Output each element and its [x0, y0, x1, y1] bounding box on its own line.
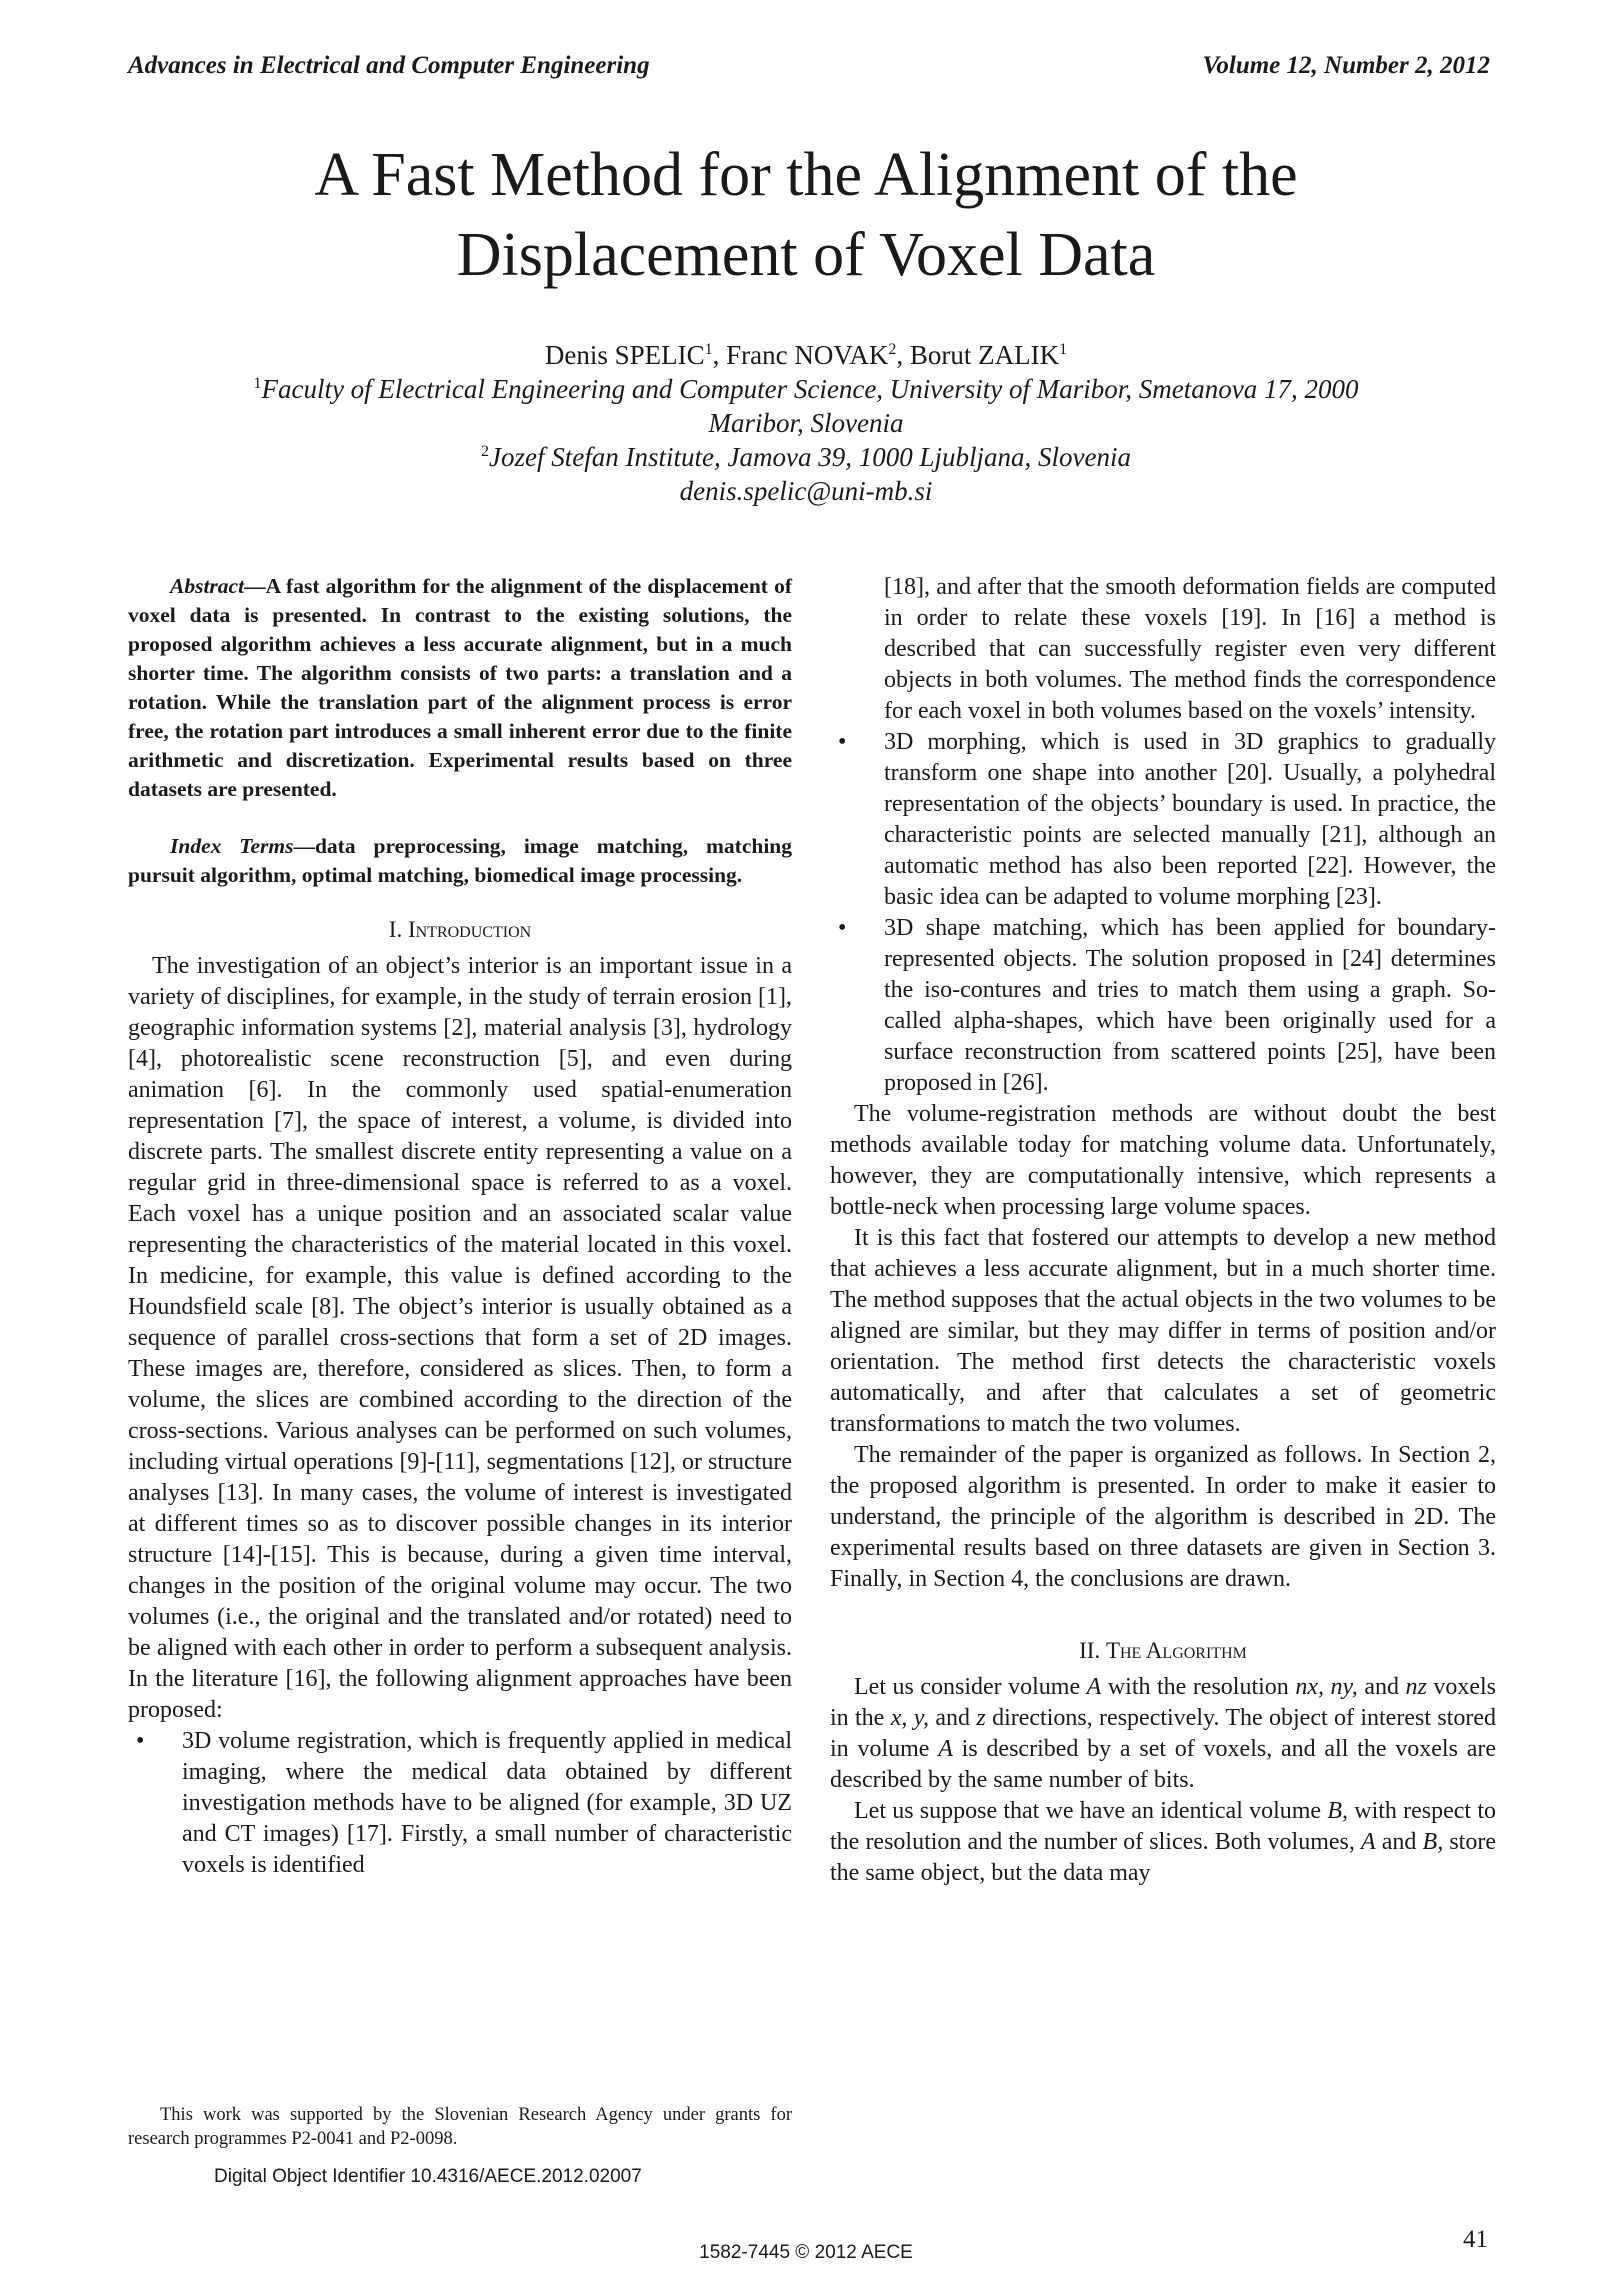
index-terms — [128, 832, 792, 890]
abstract — [128, 572, 792, 804]
intro-paragraph-2: The volume-registration methods are without doubt the best methods available today for matching volume data. Unfortunately, however, they are computationally intensive, which represents a bottle-neck when processing large volume spaces. — [830, 1101, 1496, 1220]
intro-paragraph-1: The investigation of an object’s interior is an important issue in a variety of disciplines, for example, in the study of terrain erosion [1], geographic information systems [2], material analysis [3], hydrology [4], photorealistic scene reconstruction [5], and even during animation [6]. In the commonly used spatial-enumeration representation [7], the space of interest, a volume, is divided into discrete parts. The smallest discrete entity representing a value on a regular grid in three-dimensional space is referred to as a voxel. Each voxel has a unique position and an associated scalar value representing the characteristics of the material located in this voxel. In medicine, for example, this value is defined according to the Houndsfield scale [8]. The object’s interior is usually obtained as a sequence of parallel cross-sections that form a set of 2D images. These images are, therefore, considered as slices. Then, to form a volume, the slices are combined according to the direction of the cross-sections. Various analyses can be performed on such volumes, including virtual operations [9]-[11], segmentations [12], or structure analyses [13]. In many cases, the volume of interest is investigated at different times so as to discover possible changes in its interior structure [14]-[15]. This is because, during a given time interval, changes in the position of the original volume may occur. The two volumes (i.e., the original and the translated and/or rotated) need to be aligned with each other in order to perform a subsequent analysis. In the literature [16], the following alignment approaches have been proposed: — [128, 953, 792, 1723]
var-z: z — [976, 1705, 986, 1731]
bullet-3-text: 3D shape matching, which has been applied for boundary-represented objects. The solution proposed in [24] determines the iso-contures and tries to match them using a graph. So-called alpha-shapes, which have been originally used for a surface reconstruction from scattered points [25], have been proposed in [26]. — [884, 915, 1496, 1096]
section-2-heading — [830, 1635, 1496, 1666]
copyright-line: 1582-7445 © 2012 AECE — [699, 2242, 913, 2263]
author-email[interactable] — [120, 474, 1492, 508]
affiliation-2-sup: 2 — [481, 443, 490, 460]
text-run: voxels in the — [830, 1674, 1496, 1731]
bullet-icon: • — [838, 729, 847, 755]
var-nx-ny: nx, ny, — [1295, 1674, 1358, 1700]
bullet-icon: • — [838, 915, 847, 941]
doi-line: Digital Object Identifier 10.4316/AECE.2012.02007 — [214, 2166, 642, 2187]
right-column — [830, 572, 1496, 1889]
affiliation-2-text: Jozef Stefan Institute, Jamova 39, 1000 Ljubljana, Slovenia — [489, 442, 1131, 472]
list-item — [830, 913, 1496, 1099]
list-item — [830, 727, 1496, 913]
abstract-text: —A fast algorithm for the alignment of the displacement of voxel data is presented. In contrast to the existing solutions, the proposed algorithm achieves a less accurate alignment, but in a much shorter time. The algorithm consists of two parts: a translation and a rotation. While the translation part of the alignment process is error free, the rotation part introduces a small inherent error due to the finite arithmetic and discretization. Experimental results based on three datasets are presented. — [128, 574, 792, 801]
section-2-number: II. — [1079, 1638, 1106, 1663]
affiliation-1-cont — [120, 406, 1492, 440]
running-header-journal: Advances in Electrical and Computer Engineering — [128, 52, 650, 79]
bullet-1-text: 3D volume registration, which is frequently applied in medical imaging, where the medical data obtained by different investigation methods have to be aligned (for example, 3D UZ and CT images) [17]. Firstly, a small number of characteristic voxels is identified — [182, 1728, 792, 1878]
section-2-title: The Algorithm — [1105, 1638, 1247, 1663]
affiliation-1-line-1: Faculty of Electrical Engineering and Computer Science, University of Maribor, Smetanova 17, 2000 — [261, 374, 1359, 404]
affiliation-1-sup: 1 — [253, 375, 262, 392]
author-names — [120, 338, 1492, 372]
section-1-number: I. — [388, 917, 408, 942]
index-terms-text: —data preprocessing, image matching, matching pursuit algorithm, optimal matching, biomedical image processing. — [128, 834, 793, 887]
author-2-sup: 2 — [888, 341, 897, 358]
author-2: Franc NOVAK — [726, 340, 889, 370]
abstract-lead: Abstract — [170, 574, 245, 598]
bullet-1-continued-text: [18], and after that the smooth deformation fields are computed in order to relate these voxels [19]. In [16] a method is described that can successfully register even very different objects in both volumes. The method finds the correspondence for each voxel in both volumes based on the voxels’ intensity. — [884, 574, 1496, 724]
var-a: A — [938, 1736, 953, 1762]
author-3: Borut ZALIK — [909, 340, 1060, 370]
approach-list-continued — [830, 572, 1496, 1099]
text-run: store the same object, but the data may — [830, 1829, 1496, 1886]
var-x-y: x, y, — [890, 1705, 930, 1731]
var-a: A — [1360, 1829, 1376, 1855]
text-run: and — [1357, 1674, 1406, 1700]
affiliation-1-line-2: Maribor, Slovenia — [708, 408, 904, 438]
bullet-icon: • — [136, 1728, 145, 1754]
intro-paragraph-3: It is this fact that fostered our attempts to develop a new method that achieves a less accurate alignment, but in a much shorter time. The method supposes that the actual objects in the two volumes to be aligned are similar, but they may differ in terms of position and/or orientation. The method first detects the characteristic voxels automatically, and after that calculates a set of geometric transformations to match the two volumes. — [830, 1225, 1496, 1437]
text-run: and — [1375, 1829, 1423, 1855]
author-sep-2: , — [896, 340, 910, 370]
author-1: Denis SPELIC — [544, 340, 705, 370]
text-run: directions, respectively. The object of interest stored in volume — [830, 1705, 1496, 1762]
paper-title — [160, 135, 1452, 295]
author-sep-1: , — [712, 340, 727, 370]
intro-paragraph-4: The remainder of the paper is organized as follows. In Section 2, the proposed algorithm is presented. In order to make it easier to understand, the principle of the algorithm is described in 2D. The experimental results based on three datasets are given in Section 3. Finally, in Section 4, the conclusions are drawn. — [830, 1442, 1496, 1592]
var-b: B, — [1422, 1829, 1444, 1855]
affiliation-1 — [120, 372, 1492, 406]
title-line-2: Displacement of Voxel Data — [456, 221, 1156, 289]
text-run: with the resolution — [1101, 1674, 1296, 1700]
title-line-1: A Fast Method for the Alignment of the — [314, 141, 1298, 209]
approach-list — [128, 1726, 792, 1881]
list-item — [830, 572, 1496, 727]
running-header-volume: Volume 12, Number 2, 2012 — [1202, 52, 1490, 79]
list-item — [128, 1726, 792, 1881]
email-text[interactable]: denis.spelic@uni-mb.si — [679, 476, 933, 506]
author-3-sup: 1 — [1059, 341, 1068, 358]
var-a: A — [1086, 1674, 1102, 1700]
algorithm-paragraph-2 — [830, 1796, 1496, 1889]
text-run: and — [929, 1705, 977, 1731]
page-number: 41 — [1463, 2226, 1488, 2253]
section-1-title: Introduction — [407, 917, 532, 942]
left-column — [128, 572, 792, 1881]
text-run: Let us suppose that we have an identical volume — [854, 1798, 1328, 1824]
affiliation-2 — [120, 440, 1492, 474]
algorithm-paragraph-1 — [830, 1672, 1496, 1796]
var-nz: nz — [1405, 1674, 1427, 1700]
section-1-heading — [128, 914, 792, 945]
funding-footnote: This work was supported by the Slovenian Research Agency under grants for research programmes P2-0041 and P2-0098. — [128, 2105, 792, 2149]
index-terms-lead: Index Terms — [170, 834, 294, 858]
text-run: Let us consider volume — [854, 1674, 1087, 1700]
var-b: B, — [1327, 1798, 1348, 1824]
text-run: is described by a set of voxels, and all the voxels are described by the same number of bits. — [830, 1736, 1496, 1793]
bullet-2-text: 3D morphing, which is used in 3D graphics to gradually transform one shape into another [20]. Usually, a polyhedral representation of the objects’ boundary is used. In practice, the characteristic points are selected manually [21], although an automatic method has also been reported [22]. However, the basic idea can be adapted to volume morphing [23]. — [884, 729, 1496, 910]
text-run: with respect to the resolution and the number of slices. Both volumes, — [830, 1798, 1497, 1855]
author-block — [120, 338, 1492, 508]
author-1-sup: 1 — [704, 341, 713, 358]
